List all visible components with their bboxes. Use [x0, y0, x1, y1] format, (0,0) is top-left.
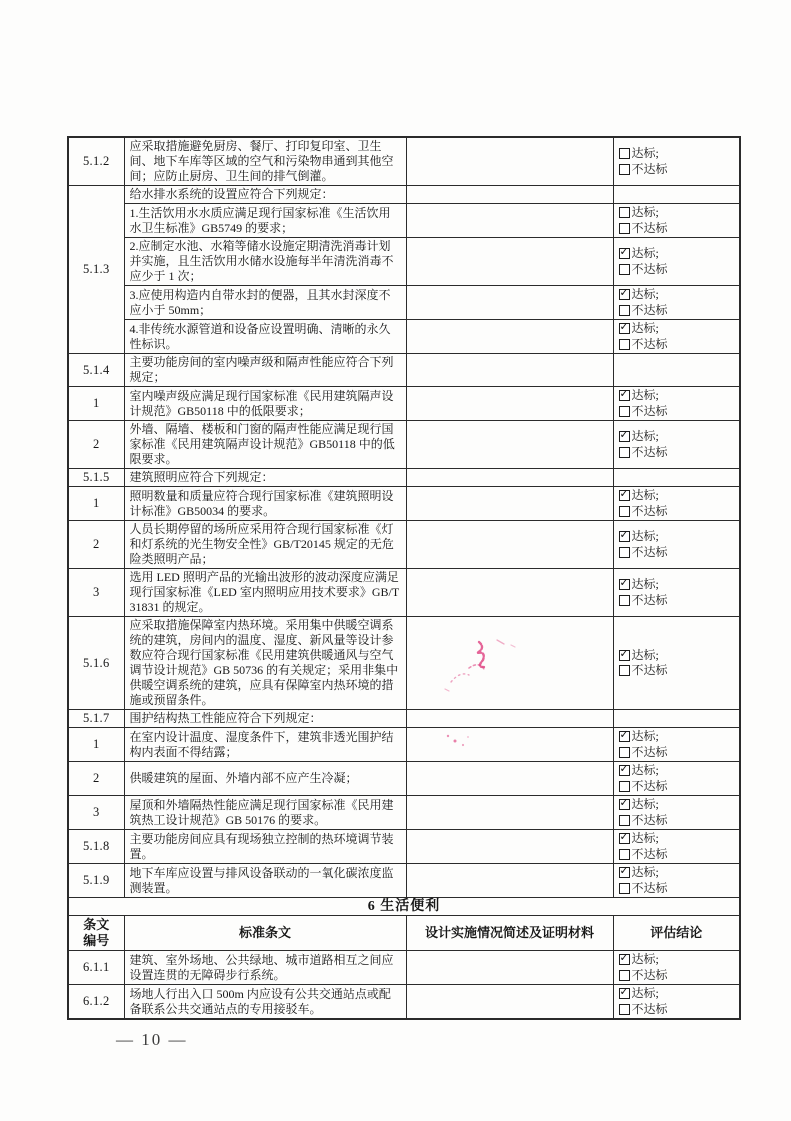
- pass-option: [619, 577, 735, 593]
- table-row: [68, 762, 740, 796]
- table-row: [68, 204, 740, 238]
- table-row: [68, 569, 740, 617]
- pass-checkbox: [619, 988, 630, 999]
- clause-number: 5.1.6: [68, 617, 124, 710]
- fail-checkbox: [619, 747, 630, 758]
- standard-text: 给水排水系统的设置应符合下列规定：: [124, 186, 406, 204]
- fail-option: [619, 504, 735, 520]
- fail-checkbox: [619, 506, 630, 517]
- pass-option: [619, 529, 735, 545]
- pass-label: 达标;: [631, 831, 659, 845]
- pass-label: 达标;: [631, 429, 659, 443]
- pass-option: [619, 986, 735, 1002]
- fail-option: [619, 162, 735, 178]
- scanned-document-page: [67, 136, 739, 1020]
- table-row: [68, 469, 740, 487]
- fail-option: [619, 404, 735, 420]
- implementation-cell: [406, 796, 613, 830]
- fail-option: [619, 779, 735, 795]
- conclusion-cell: [613, 985, 740, 1020]
- fail-checkbox: [619, 815, 630, 826]
- conclusion-cell-empty: [613, 469, 740, 487]
- implementation-cell: [406, 487, 613, 521]
- table-row: [68, 238, 740, 286]
- pass-label: 达标;: [631, 577, 659, 591]
- col-header-clause-no: 条文 编号: [68, 916, 124, 951]
- conclusion-cell-empty: [613, 354, 740, 387]
- fail-label: 不达标: [631, 967, 668, 982]
- pass-option: [619, 429, 735, 445]
- clause-number: 6.1.1: [68, 951, 124, 985]
- implementation-cell: [406, 286, 613, 320]
- implementation-cell: [406, 830, 613, 864]
- fail-label: 不达标: [631, 220, 668, 235]
- pass-option: [619, 865, 735, 881]
- fail-option: [619, 663, 735, 679]
- conclusion-cell: [613, 617, 740, 710]
- pass-checkbox: [619, 531, 630, 542]
- fail-label: 不达标: [631, 744, 668, 759]
- pass-checkbox: [619, 765, 630, 776]
- clause-number: 3: [68, 796, 124, 830]
- fail-checkbox: [619, 447, 630, 458]
- standard-text: 围护结构热工性能应符合下列规定：: [124, 710, 406, 728]
- fail-option: [619, 262, 735, 278]
- pass-label: 达标;: [631, 287, 659, 301]
- fail-checkbox: [619, 305, 630, 316]
- pass-option: [619, 648, 735, 664]
- table-row: [68, 710, 740, 728]
- pass-label: 达标;: [631, 388, 659, 402]
- pass-option: [619, 205, 735, 221]
- table-row: [68, 728, 740, 762]
- fail-option: [619, 545, 735, 561]
- conclusion-cell: [613, 421, 740, 469]
- clause-number: 2: [68, 421, 124, 469]
- fail-option: [619, 593, 735, 609]
- table-row: [68, 387, 740, 421]
- fail-option: [619, 337, 735, 353]
- pass-checkbox: [619, 954, 630, 965]
- pass-checkbox: [619, 731, 630, 742]
- standard-text: 1.生活饮用水水质应满足现行国家标准《生活饮用水卫生标准》GB5749 的要求；: [124, 204, 406, 238]
- fail-label: 不达标: [631, 846, 668, 861]
- pass-option: [619, 952, 735, 968]
- standard-text: 供暖建筑的屋面、外墙内部不应产生冷凝；: [124, 762, 406, 796]
- fail-label: 不达标: [631, 261, 668, 276]
- table-row: [68, 320, 740, 354]
- pass-checkbox: [619, 867, 630, 878]
- assessment-table: [67, 136, 741, 1020]
- standard-text: 人员长期停留的场所应采用符合现行国家标准《灯和灯系统的光生物安全性》GB/T20145 规定的无危险类照明产品；: [124, 521, 406, 569]
- clause-number: 5.1.4: [68, 354, 124, 387]
- fail-checkbox: [619, 164, 630, 175]
- conclusion-cell: [613, 521, 740, 569]
- fail-option: [619, 221, 735, 237]
- conclusion-cell-empty: [613, 710, 740, 728]
- fail-option: [619, 745, 735, 761]
- pass-checkbox: [619, 579, 630, 590]
- conclusion-cell: [613, 487, 740, 521]
- standard-text: 屋顶和外墙隔热性能应满足现行国家标准《民用建筑热工设计规范》GB 50176 的要求。: [124, 796, 406, 830]
- pass-label: 达标;: [631, 321, 659, 335]
- implementation-cell: [406, 617, 613, 710]
- pass-option: [619, 831, 735, 847]
- fail-checkbox: [619, 547, 630, 558]
- standard-text: 主要功能房间的室内噪声级和隔声性能应符合下列规定；: [124, 354, 406, 387]
- conclusion-cell: [613, 387, 740, 421]
- conclusion-cell: [613, 320, 740, 354]
- pass-option: [619, 797, 735, 813]
- fail-option: [619, 813, 735, 829]
- pass-option: [619, 321, 735, 337]
- clause-number: 2: [68, 521, 124, 569]
- table-row: [68, 421, 740, 469]
- table-row: [68, 916, 740, 951]
- pass-label: 达标;: [631, 488, 659, 502]
- pass-option: [619, 729, 735, 745]
- standard-text: 应采取措施避免厨房、餐厅、打印复印室、卫生间、地下车库等区域的空气和污染物串通到其他空间；应防止厨房、卫生间的排气倒灌。: [124, 137, 406, 186]
- table-row: [68, 864, 740, 898]
- pass-checkbox: [619, 833, 630, 844]
- fail-label: 不达标: [631, 880, 668, 895]
- pass-checkbox: [619, 431, 630, 442]
- standard-text: 外墙、隔墙、楼板和门窗的隔声性能应满足现行国家标准《民用建筑隔声设计规范》GB50118 中的低限要求。: [124, 421, 406, 469]
- standard-text: 选用 LED 照明产品的光输出波形的波动深度应满足现行国家标准《LED 室内照明应用技术要求》GB/T 31831 的规定。: [124, 569, 406, 617]
- pass-checkbox: [619, 390, 630, 401]
- pink-ink-scribble: [439, 632, 531, 694]
- conclusion-cell: [613, 864, 740, 898]
- fail-checkbox: [619, 781, 630, 792]
- implementation-cell: [406, 204, 613, 238]
- table-row: [68, 487, 740, 521]
- implementation-cell: [406, 238, 613, 286]
- fail-option: [619, 881, 735, 897]
- fail-label: 不达标: [631, 663, 668, 677]
- clause-number: 5.1.9: [68, 864, 124, 898]
- section-title: 6 生活便利: [68, 898, 740, 916]
- pass-checkbox: [619, 799, 630, 810]
- fail-option: [619, 847, 735, 863]
- fail-label: 不达标: [631, 336, 668, 351]
- fail-label: 不达标: [631, 778, 668, 793]
- conclusion-cell: [613, 796, 740, 830]
- pass-option: [619, 763, 735, 779]
- implementation-cell: [406, 762, 613, 796]
- conclusion-cell: [613, 569, 740, 617]
- implementation-cell: [406, 421, 613, 469]
- fail-checkbox: [619, 883, 630, 894]
- pass-label: 达标;: [631, 986, 659, 1000]
- pink-ink-speck: [443, 731, 473, 749]
- standard-text: 建筑照明应符合下列规定：: [124, 469, 406, 487]
- conclusion-cell: [613, 728, 740, 762]
- implementation-cell: [406, 521, 613, 569]
- pass-option: [619, 246, 735, 262]
- implementation-cell: [406, 710, 613, 728]
- conclusion-cell: [613, 762, 740, 796]
- clause-number: 1: [68, 387, 124, 421]
- fail-option: [619, 445, 735, 461]
- standard-text: 场地人行出入口 500m 内应设有公共交通站点或配备联系公共交通站点的专用接驳车。: [124, 985, 406, 1020]
- pass-label: 达标;: [631, 763, 659, 777]
- table-row: [68, 898, 740, 916]
- clause-number: 2: [68, 762, 124, 796]
- standards-table-body: [68, 137, 740, 1019]
- fail-option: [619, 303, 735, 319]
- table-row: [68, 137, 740, 186]
- pass-checkbox: [619, 207, 630, 218]
- table-row: [68, 521, 740, 569]
- table-row: [68, 186, 740, 204]
- implementation-cell: [406, 387, 613, 421]
- pass-label: 达标;: [631, 797, 659, 811]
- fail-label: 不达标: [631, 403, 668, 418]
- col-header-implementation: 设计实施情况简述及证明材料: [406, 916, 613, 951]
- conclusion-cell: [613, 137, 740, 186]
- fail-checkbox: [619, 665, 630, 676]
- standard-text: 照明数量和质量应符合现行国家标准《建筑照明设计标准》GB50034 的要求。: [124, 487, 406, 521]
- conclusion-cell: [613, 286, 740, 320]
- implementation-cell: [406, 985, 613, 1020]
- pass-checkbox: [619, 650, 630, 661]
- implementation-cell: [406, 728, 613, 762]
- clause-number: 5.1.2: [68, 137, 124, 186]
- fail-label: 不达标: [631, 161, 668, 176]
- table-row: [68, 796, 740, 830]
- fail-label: 不达标: [631, 302, 668, 317]
- clause-number: 3: [68, 569, 124, 617]
- fail-checkbox: [619, 849, 630, 860]
- standard-text: 建筑、室外场地、公共绿地、城市道路相互之间应设置连贯的无障碍步行系统。: [124, 951, 406, 985]
- table-row: [68, 951, 740, 985]
- table-row: [68, 830, 740, 864]
- fail-label: 不达标: [631, 503, 668, 518]
- standard-text: 主要功能房间应具有现场独立控制的热环境调节装置。: [124, 830, 406, 864]
- pass-label: 达标;: [631, 529, 659, 543]
- pass-checkbox: [619, 148, 630, 159]
- implementation-cell: [406, 569, 613, 617]
- clause-number: 5.1.3: [68, 186, 124, 354]
- pass-label: 达标;: [631, 246, 659, 260]
- fail-checkbox: [619, 970, 630, 981]
- clause-number: 6.1.2: [68, 985, 124, 1020]
- standard-text: 应采取措施保障室内热环境。采用集中供暖空调系统的建筑，房间内的温度、湿度、新风量等设计参数应符合现行国家标准《民用建筑供暖通风与空气调节设计规范》GB 50736 的有关规定；采用非集中供暖空调系统的建筑，应具有保障室内热环境的措施或预留条件。: [124, 617, 406, 710]
- pass-option: [619, 488, 735, 504]
- pass-label: 达标;: [631, 647, 659, 662]
- implementation-cell: [406, 354, 613, 387]
- col-header-standard-text: 标准条文: [124, 916, 406, 951]
- table-row: [68, 354, 740, 387]
- fail-checkbox: [619, 264, 630, 275]
- clause-number: 1: [68, 728, 124, 762]
- conclusion-cell: [613, 204, 740, 238]
- pass-option: [619, 388, 735, 404]
- pass-option: [619, 287, 735, 303]
- conclusion-cell: [613, 238, 740, 286]
- clause-number: 5.1.5: [68, 469, 124, 487]
- standard-text: 地下车库应设置与排风设备联动的一氧化碳浓度监测装置。: [124, 864, 406, 898]
- fail-label: 不达标: [631, 444, 668, 459]
- standard-text: 室内噪声级应满足现行国家标准《民用建筑隔声设计规范》GB50118 中的低限要求；: [124, 387, 406, 421]
- fail-label: 不达标: [631, 812, 668, 827]
- table-row: [68, 985, 740, 1020]
- standard-text: 4.非传统水源管道和设备应设置明确、清晰的永久性标识。: [124, 320, 406, 354]
- col-header-conclusion: 评估结论: [613, 916, 740, 951]
- conclusion-cell: [613, 951, 740, 985]
- standard-text: 3.应使用构造内自带水封的便器，且其水封深度不应小于 50mm；: [124, 286, 406, 320]
- conclusion-cell-empty: [613, 186, 740, 204]
- table-row: [68, 617, 740, 710]
- implementation-cell: [406, 951, 613, 985]
- pass-label: 达标;: [631, 205, 659, 219]
- pass-label: 达标;: [631, 729, 659, 743]
- implementation-cell: [406, 864, 613, 898]
- fail-option: [619, 1002, 735, 1018]
- standard-text: 2.应制定水池、水箱等储水设施定期清洗消毒计划并实施，且生活饮用水储水设施每半年清洗消毒不应少于 1 次；: [124, 238, 406, 286]
- fail-label: 不达标: [631, 544, 668, 559]
- pass-label: 达标;: [631, 146, 659, 160]
- clause-number: 5.1.8: [68, 830, 124, 864]
- page-number: — 10 —: [116, 1030, 188, 1049]
- table-row: [68, 286, 740, 320]
- pass-checkbox: [619, 289, 630, 300]
- pass-checkbox: [619, 323, 630, 334]
- implementation-cell: [406, 186, 613, 204]
- fail-checkbox: [619, 223, 630, 234]
- implementation-cell: [406, 137, 613, 186]
- pass-option: [619, 146, 735, 162]
- conclusion-cell: [613, 830, 740, 864]
- fail-checkbox: [619, 1004, 630, 1015]
- implementation-cell: [406, 320, 613, 354]
- fail-option: [619, 968, 735, 984]
- fail-checkbox: [619, 339, 630, 350]
- clause-number: 1: [68, 487, 124, 521]
- pass-checkbox: [619, 490, 630, 501]
- pass-label: 达标;: [631, 952, 659, 966]
- standard-text: 在室内设计温度、湿度条件下，建筑非透光围护结构内表面不得结露；: [124, 728, 406, 762]
- fail-checkbox: [619, 595, 630, 606]
- implementation-cell: [406, 469, 613, 487]
- fail-label: 不达标: [631, 1001, 668, 1016]
- pass-label: 达标;: [631, 865, 659, 879]
- fail-label: 不达标: [631, 592, 668, 607]
- fail-checkbox: [619, 406, 630, 417]
- pass-checkbox: [619, 248, 630, 259]
- clause-number: 5.1.7: [68, 710, 124, 728]
